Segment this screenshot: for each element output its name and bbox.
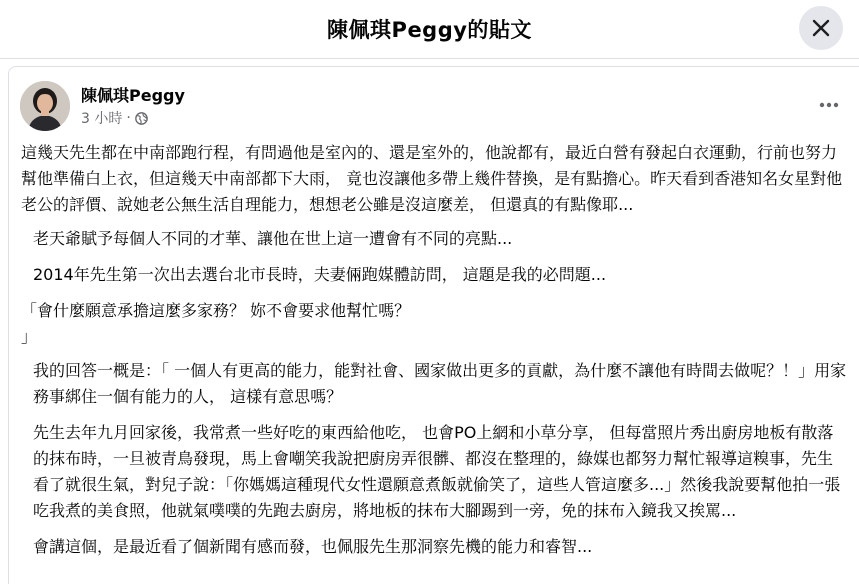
post-paragraph: 這幾天先生都在中南部跑行程，有問過他是室內的、還是室外的，他說都有，最近白營有發起白衣運動，行前也努力幫他準備白上衣，但這幾天中南部都下大雨， 竟也沒讓他多帶上幾件替換，是有點擔心。昨天看到香港知名女星對他老公的評價、說她老公無生活自理能力，想想老公雖是沒這麼差， 但還真的有點像耶...: [21, 143, 843, 214]
more-horizontal-icon: [819, 102, 839, 108]
modal-header: [0, 0, 859, 59]
post-paragraph: 「會什麼願意承擔這麼多家務？ 妳不會要求他幫忙嗎？: [21, 301, 411, 320]
author-name[interactable]: 陳佩琪Peggy: [81, 86, 185, 105]
modal-title: 陳佩琪Peggy的貼文: [327, 18, 532, 42]
avatar-image: [20, 81, 70, 131]
post-card: [8, 66, 859, 584]
post-paragraph: 」: [21, 327, 38, 346]
meta-separator: ·: [126, 110, 131, 126]
close-icon: [812, 19, 830, 37]
post-paragraph: 2014年先生第一次出去選台北市長時，夫妻倆跑媒體訪問， 這題是我的必問題...: [33, 265, 607, 284]
post-paragraph: 我的回答一概是：「 一個人有更高的能力，能對社會、國家做出更多的貢獻，為什麼不讓他有時間去做呢？！」用家務事綁住一個有能力的人， 這樣有意思嗎？: [33, 361, 847, 406]
post-body: [21, 140, 847, 560]
close-button[interactable]: [799, 6, 843, 50]
avatar[interactable]: [20, 81, 70, 131]
post-paragraph: 老天爺賦予每個人不同的才華、讓他在世上這一遭會有不同的亮點...: [33, 229, 513, 248]
globe-icon[interactable]: [135, 112, 148, 125]
post-paragraph: 會講這個，是最近看了個新聞有感而發，也佩服先生那洞察先機的能力和睿智...: [33, 537, 593, 556]
post-time[interactable]: 3 小時: [81, 111, 123, 127]
more-options-button[interactable]: [811, 87, 847, 123]
post-meta: [81, 108, 148, 128]
post-paragraph: 先生去年九月回家後，我常煮一些好吃的東西給他吃， 也會PO上網和小草分享， 但每當照片秀出廚房地板有散落的抹布時，一旦被青鳥發現，馬上會嘲笑我說把廚房弄很髒、都沒在整理的，綠媒也都努力幫忙報導這糗事，先生看了就很生氣，對兒子說：「你媽媽這種現代女性還願意煮飯就偷笑了，這些人管這麼多...」然後我說要幫他拍一張吃我煮的美食照，他就氣噗噗的先跑去廚房，將地板的抹布大腳踢到一旁，免的抹布入鏡我又挨罵...: [33, 423, 841, 520]
